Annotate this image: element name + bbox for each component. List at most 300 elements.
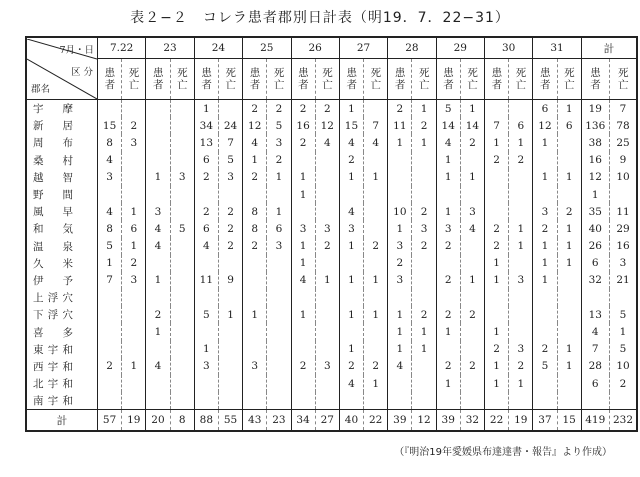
- patients-cell: [485, 203, 509, 220]
- patients-cell: [194, 392, 218, 410]
- patients-cell: 8: [98, 220, 122, 237]
- total-deaths-cell: 29: [609, 220, 637, 237]
- patients-cell: 2: [339, 358, 363, 375]
- table-row: [26, 203, 637, 220]
- patients-cell: 8: [243, 220, 267, 237]
- patients-cell: [146, 186, 170, 203]
- deaths-cell: [170, 100, 194, 118]
- patients-cell: [194, 186, 218, 203]
- header-date: 31: [533, 37, 581, 59]
- total-patients-cell: 4: [581, 323, 609, 340]
- district-name-text: 下浮穴: [33, 309, 73, 322]
- corner-cell: [26, 37, 98, 100]
- patients-cell: 1: [146, 323, 170, 340]
- patients-cell: [146, 117, 170, 134]
- deaths-cell: [122, 186, 146, 203]
- header-date: 30: [485, 37, 533, 59]
- deaths-cell: 2: [412, 306, 436, 323]
- deaths-cell: 32: [460, 410, 484, 432]
- deaths-cell: [267, 392, 291, 410]
- patients-cell: 1: [146, 169, 170, 186]
- patients-cell: 1: [485, 323, 509, 340]
- deaths-cell: 12: [412, 410, 436, 432]
- patients-label: 患者: [539, 67, 551, 91]
- deaths-label: 死亡: [618, 67, 629, 91]
- deaths-cell: 1: [364, 375, 388, 392]
- deaths-cell: 1: [122, 203, 146, 220]
- header-date: 29: [436, 37, 484, 59]
- deaths-cell: [460, 323, 484, 340]
- total-patients-cell: 13: [581, 306, 609, 323]
- table-row: [26, 255, 637, 272]
- patients-label: 患者: [249, 67, 261, 91]
- total-patients-cell: 40: [581, 220, 609, 237]
- patients-cell: [194, 289, 218, 306]
- patients-cell: 2: [485, 152, 509, 169]
- total-row: [26, 410, 637, 432]
- patients-cell: 1: [339, 341, 363, 358]
- deaths-cell: [170, 272, 194, 289]
- deaths-cell: [315, 306, 339, 323]
- deaths-cell: [509, 323, 533, 340]
- deaths-cell: 2: [122, 255, 146, 272]
- patients-cell: 2: [388, 100, 412, 118]
- table-row: [26, 358, 637, 375]
- total-deaths-cell: [609, 186, 637, 203]
- district-name: [26, 203, 98, 220]
- patients-label: 患者: [104, 67, 116, 91]
- table-title: 表２−２ コレラ患者郡別日計表（明19．7．22−31）: [130, 10, 510, 26]
- total-deaths-cell: [609, 289, 637, 306]
- deaths-cell: [412, 289, 436, 306]
- patients-cell: 2: [485, 220, 509, 237]
- patients-cell: 1: [388, 306, 412, 323]
- total-deaths-cell: 7: [609, 100, 637, 118]
- header-deaths: [315, 59, 339, 100]
- deaths-cell: [509, 255, 533, 272]
- deaths-cell: 2: [557, 203, 581, 220]
- deaths-cell: [557, 272, 581, 289]
- patients-cell: 1: [339, 100, 363, 118]
- header-deaths: [509, 59, 533, 100]
- deaths-cell: [170, 255, 194, 272]
- deaths-cell: [122, 306, 146, 323]
- deaths-cell: 2: [412, 238, 436, 255]
- total-patients-cell: 35: [581, 203, 609, 220]
- cholera-daily-table: [25, 36, 638, 432]
- deaths-cell: [218, 323, 242, 340]
- deaths-cell: [509, 306, 533, 323]
- patients-cell: [146, 134, 170, 151]
- patients-cell: [436, 255, 460, 272]
- patients-cell: [436, 289, 460, 306]
- patients-cell: 1: [436, 323, 460, 340]
- deaths-label: 死亡: [370, 67, 382, 91]
- header-patients: [98, 59, 122, 100]
- deaths-cell: 2: [412, 203, 436, 220]
- patients-cell: 4: [436, 134, 460, 151]
- deaths-cell: [170, 117, 194, 134]
- header-patients: [291, 59, 315, 100]
- deaths-cell: [557, 152, 581, 169]
- deaths-cell: 3: [315, 358, 339, 375]
- district-name: [26, 306, 98, 323]
- patients-cell: 2: [146, 306, 170, 323]
- patients-cell: [146, 375, 170, 392]
- deaths-cell: 3: [460, 203, 484, 220]
- deaths-cell: [267, 255, 291, 272]
- deaths-cell: [460, 152, 484, 169]
- patients-cell: [98, 323, 122, 340]
- total-deaths-cell: 3: [609, 255, 637, 272]
- patients-cell: 11: [388, 117, 412, 134]
- patients-cell: 3: [436, 220, 460, 237]
- deaths-cell: [509, 392, 533, 410]
- deaths-label: 死亡: [273, 67, 285, 91]
- header-deaths: [609, 59, 637, 100]
- deaths-cell: [218, 392, 242, 410]
- deaths-cell: [315, 375, 339, 392]
- deaths-cell: 1: [412, 134, 436, 151]
- deaths-cell: [122, 392, 146, 410]
- patients-cell: 57: [98, 410, 122, 432]
- total-deaths-cell: 10: [609, 358, 637, 375]
- deaths-cell: 1: [557, 100, 581, 118]
- patients-cell: 1: [291, 186, 315, 203]
- deaths-cell: 3: [315, 220, 339, 237]
- patients-cell: 4: [146, 220, 170, 237]
- deaths-cell: 1: [460, 169, 484, 186]
- source-note: （『明治19年愛媛県布達達書・報告』より作成）: [394, 447, 612, 458]
- patients-cell: [485, 100, 509, 118]
- deaths-cell: 2: [509, 358, 533, 375]
- total-patients-cell: 16: [581, 152, 609, 169]
- patients-cell: [146, 255, 170, 272]
- table-row: [26, 100, 637, 118]
- deaths-cell: 2: [267, 152, 291, 169]
- deaths-cell: 1: [364, 272, 388, 289]
- deaths-cell: 1: [412, 323, 436, 340]
- patients-cell: 1: [243, 306, 267, 323]
- patients-cell: 1: [291, 306, 315, 323]
- district-name-text: 東宇和: [33, 343, 73, 356]
- total-patients-cell: 32: [581, 272, 609, 289]
- district-name: [26, 169, 98, 186]
- deaths-cell: 3: [122, 272, 146, 289]
- deaths-cell: 1: [364, 169, 388, 186]
- deaths-cell: [315, 169, 339, 186]
- patients-cell: [339, 289, 363, 306]
- district-name-text: 野間: [33, 189, 73, 202]
- deaths-cell: [122, 341, 146, 358]
- deaths-cell: [412, 272, 436, 289]
- deaths-cell: 6: [122, 220, 146, 237]
- patients-cell: 1: [388, 220, 412, 237]
- total-deaths-cell: 9: [609, 152, 637, 169]
- patients-cell: 1: [388, 323, 412, 340]
- patients-cell: [485, 289, 509, 306]
- patients-cell: [98, 186, 122, 203]
- deaths-cell: 19: [509, 410, 533, 432]
- district-name-text: 宇摩: [33, 103, 73, 116]
- patients-cell: [146, 392, 170, 410]
- patients-cell: 1: [146, 272, 170, 289]
- deaths-cell: 3: [122, 134, 146, 151]
- deaths-cell: [315, 323, 339, 340]
- deaths-cell: [412, 392, 436, 410]
- patients-cell: 3: [98, 169, 122, 186]
- patients-cell: [339, 186, 363, 203]
- deaths-cell: [557, 392, 581, 410]
- table-row: [26, 306, 637, 323]
- district-name-text: 上浮穴: [33, 292, 73, 305]
- deaths-cell: 2: [315, 238, 339, 255]
- patients-cell: 1: [339, 272, 363, 289]
- header-patients: [485, 59, 509, 100]
- deaths-label: 死亡: [564, 67, 575, 91]
- deaths-cell: [412, 152, 436, 169]
- patients-label: 患者: [201, 67, 212, 91]
- deaths-cell: [315, 255, 339, 272]
- total-patients-cell: 136: [581, 117, 609, 134]
- deaths-cell: 1: [509, 238, 533, 255]
- district-name-text: 桑村: [33, 154, 73, 167]
- patients-cell: [388, 169, 412, 186]
- patients-cell: 2: [436, 358, 460, 375]
- patients-cell: [291, 341, 315, 358]
- deaths-cell: [460, 375, 484, 392]
- table-row: [26, 289, 637, 306]
- district-name-text: 久米: [33, 257, 73, 270]
- total-deaths-cell: 16: [609, 238, 637, 255]
- deaths-cell: 4: [460, 220, 484, 237]
- deaths-cell: 2: [122, 117, 146, 134]
- table-row: [26, 152, 637, 169]
- district-name: [26, 289, 98, 306]
- patients-cell: 6: [533, 100, 557, 118]
- patients-cell: 5: [194, 306, 218, 323]
- deaths-cell: 1: [557, 341, 581, 358]
- patients-cell: [243, 255, 267, 272]
- patients-cell: [388, 375, 412, 392]
- deaths-cell: 2: [412, 117, 436, 134]
- patients-cell: 2: [533, 341, 557, 358]
- deaths-cell: 1: [460, 100, 484, 118]
- header-patients: [339, 59, 363, 100]
- patients-cell: 1: [533, 238, 557, 255]
- patients-cell: [485, 392, 509, 410]
- deaths-cell: [315, 341, 339, 358]
- deaths-cell: 3: [170, 169, 194, 186]
- deaths-cell: 3: [267, 238, 291, 255]
- deaths-cell: 2: [460, 358, 484, 375]
- table-row: [26, 134, 637, 151]
- deaths-cell: [460, 186, 484, 203]
- patients-label: 患者: [346, 67, 357, 91]
- patients-cell: 43: [243, 410, 267, 432]
- deaths-cell: [364, 255, 388, 272]
- deaths-cell: 2: [218, 238, 242, 255]
- deaths-cell: [557, 306, 581, 323]
- deaths-cell: 15: [557, 410, 581, 432]
- deaths-cell: 4: [364, 134, 388, 151]
- deaths-cell: [412, 375, 436, 392]
- patients-cell: 15: [98, 117, 122, 134]
- corner-category-label: 区 分: [70, 66, 93, 78]
- patients-cell: 2: [436, 306, 460, 323]
- deaths-cell: [460, 238, 484, 255]
- patients-cell: 7: [98, 272, 122, 289]
- deaths-label: 死亡: [177, 67, 188, 91]
- deaths-cell: 55: [218, 410, 242, 432]
- district-name-text: 温泉: [33, 240, 73, 253]
- deaths-cell: 1: [267, 203, 291, 220]
- deaths-cell: [557, 375, 581, 392]
- patients-cell: [533, 186, 557, 203]
- total-patients-cell: [581, 289, 609, 306]
- patients-cell: [436, 392, 460, 410]
- patients-cell: [146, 341, 170, 358]
- patients-cell: [533, 323, 557, 340]
- patients-cell: 4: [146, 358, 170, 375]
- total-patients-cell: 12: [581, 169, 609, 186]
- patients-cell: 4: [339, 134, 363, 151]
- deaths-cell: 12: [315, 117, 339, 134]
- patients-cell: [243, 186, 267, 203]
- deaths-cell: 1: [509, 134, 533, 151]
- deaths-cell: [170, 186, 194, 203]
- patients-cell: [436, 341, 460, 358]
- total-patients-cell: 419: [581, 410, 609, 432]
- patients-cell: 1: [339, 306, 363, 323]
- deaths-label: 死亡: [128, 67, 140, 91]
- deaths-cell: [509, 203, 533, 220]
- patients-cell: [436, 186, 460, 203]
- patients-cell: 2: [291, 358, 315, 375]
- total-deaths-cell: 10: [609, 169, 637, 186]
- district-name-text: 南宇和: [33, 395, 73, 408]
- header-deaths: [460, 59, 484, 100]
- total-patients-cell: 28: [581, 358, 609, 375]
- table-row: [26, 341, 637, 358]
- deaths-cell: 8: [170, 410, 194, 432]
- deaths-cell: [315, 203, 339, 220]
- deaths-cell: [170, 238, 194, 255]
- patients-cell: 12: [533, 117, 557, 134]
- patients-cell: 1: [436, 169, 460, 186]
- deaths-cell: 2: [364, 358, 388, 375]
- deaths-cell: [218, 341, 242, 358]
- deaths-cell: [170, 392, 194, 410]
- deaths-cell: [460, 341, 484, 358]
- district-name-text: 新居: [33, 120, 73, 133]
- patients-cell: 5: [436, 100, 460, 118]
- total-deaths-cell: 1: [609, 323, 637, 340]
- district-name: [26, 392, 98, 410]
- patients-cell: [533, 392, 557, 410]
- patients-cell: 1: [533, 255, 557, 272]
- patients-cell: 1: [485, 358, 509, 375]
- patients-cell: [243, 392, 267, 410]
- patients-cell: 1: [291, 255, 315, 272]
- deaths-cell: 2: [460, 134, 484, 151]
- deaths-cell: [170, 203, 194, 220]
- patients-cell: [98, 289, 122, 306]
- deaths-cell: 3: [412, 220, 436, 237]
- patients-cell: [339, 323, 363, 340]
- total-deaths-cell: 2: [609, 375, 637, 392]
- district-name-text: 風早: [33, 206, 73, 219]
- patients-cell: [291, 375, 315, 392]
- deaths-cell: [267, 375, 291, 392]
- patients-cell: 3: [388, 238, 412, 255]
- patients-cell: [291, 152, 315, 169]
- patients-cell: [388, 392, 412, 410]
- total-patients-cell: 1: [581, 186, 609, 203]
- patients-label: 患者: [298, 67, 309, 91]
- table-row: [26, 392, 637, 410]
- patients-cell: [485, 169, 509, 186]
- deaths-cell: 2: [267, 100, 291, 118]
- deaths-cell: [267, 306, 291, 323]
- deaths-cell: [315, 186, 339, 203]
- district-name: [26, 186, 98, 203]
- patients-cell: 1: [533, 169, 557, 186]
- patients-cell: [194, 255, 218, 272]
- deaths-cell: 1: [122, 358, 146, 375]
- patients-cell: 2: [485, 341, 509, 358]
- deaths-cell: [364, 289, 388, 306]
- deaths-cell: 1: [557, 169, 581, 186]
- patients-cell: 4: [388, 358, 412, 375]
- deaths-cell: 1: [557, 238, 581, 255]
- patients-cell: 34: [194, 117, 218, 134]
- deaths-cell: 3: [267, 134, 291, 151]
- district-name-text: 喜多: [33, 326, 73, 339]
- deaths-cell: [557, 186, 581, 203]
- total-patients-cell: 26: [581, 238, 609, 255]
- patients-cell: 4: [98, 203, 122, 220]
- total-patients-cell: 19: [581, 100, 609, 118]
- total-patients-cell: 7: [581, 341, 609, 358]
- deaths-label: 死亡: [419, 67, 430, 91]
- header-date: 27: [339, 37, 387, 59]
- deaths-cell: [412, 358, 436, 375]
- patients-cell: [388, 152, 412, 169]
- deaths-cell: [170, 375, 194, 392]
- patients-cell: 1: [98, 255, 122, 272]
- deaths-cell: 27: [315, 410, 339, 432]
- deaths-cell: [218, 375, 242, 392]
- header-deaths: [267, 59, 291, 100]
- patients-cell: 1: [533, 272, 557, 289]
- header-date: 28: [388, 37, 436, 59]
- deaths-cell: 2: [364, 238, 388, 255]
- deaths-cell: 19: [122, 410, 146, 432]
- deaths-cell: [218, 186, 242, 203]
- patients-cell: [243, 375, 267, 392]
- patients-cell: 1: [485, 255, 509, 272]
- patients-cell: 1: [485, 134, 509, 151]
- patients-cell: 1: [291, 238, 315, 255]
- deaths-cell: 2: [315, 100, 339, 118]
- deaths-cell: [364, 323, 388, 340]
- deaths-cell: 3: [218, 169, 242, 186]
- deaths-cell: 9: [218, 272, 242, 289]
- patients-cell: 39: [436, 410, 460, 432]
- patients-cell: 4: [98, 152, 122, 169]
- table-row: [26, 220, 637, 237]
